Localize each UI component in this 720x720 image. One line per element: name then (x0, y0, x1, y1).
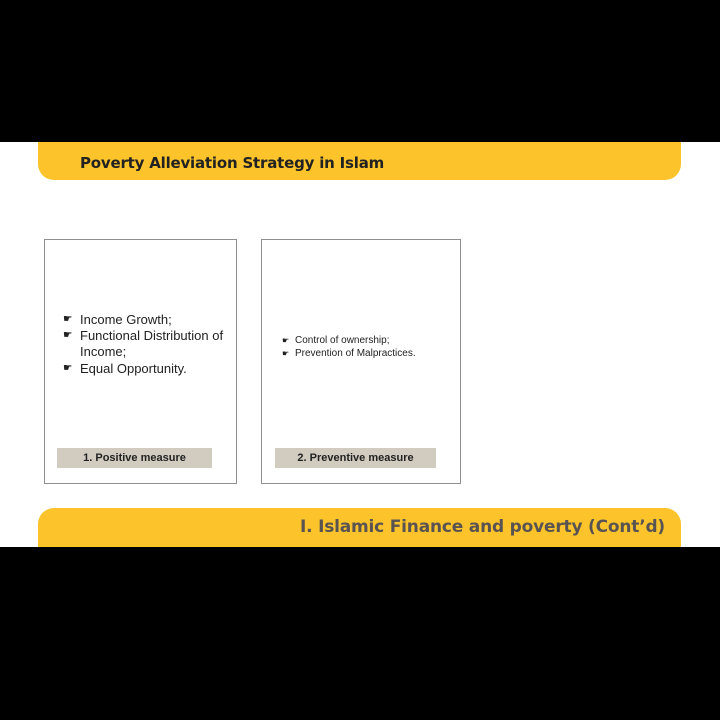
footer-bar (38, 508, 681, 547)
pointing-hand-icon: ☛ (63, 330, 73, 342)
slide (0, 142, 720, 547)
list-item: ☛ Prevention of Malpractices. (282, 348, 416, 359)
list-item: ☛ Functional Distribution of Income; (63, 328, 224, 360)
slide-title: Poverty Alleviation Strategy in Islam (80, 154, 385, 172)
positive-measure-card (44, 239, 237, 484)
positive-measure-list (63, 312, 228, 377)
section-title: I. Islamic Finance and poverty (Cont’d) (299, 517, 665, 537)
list-item: ☛ Income Growth; (63, 312, 172, 327)
title-bar (38, 142, 681, 180)
pointing-hand-icon: ☛ (282, 349, 290, 358)
pointing-hand-icon: ☛ (63, 314, 73, 325)
preventive-measure-card (261, 239, 461, 484)
list-item: ☛ Control of ownership; (282, 335, 390, 346)
list-item: ☛ Equal Opportunity. (63, 360, 187, 376)
pointing-hand-icon: ☛ (63, 362, 73, 374)
positive-measure-label: 1. Positive measure (57, 448, 212, 468)
pointing-hand-icon: ☛ (282, 336, 290, 345)
preventive-measure-label: 2. Preventive measure (275, 448, 436, 468)
preventive-measure-list (282, 334, 457, 360)
